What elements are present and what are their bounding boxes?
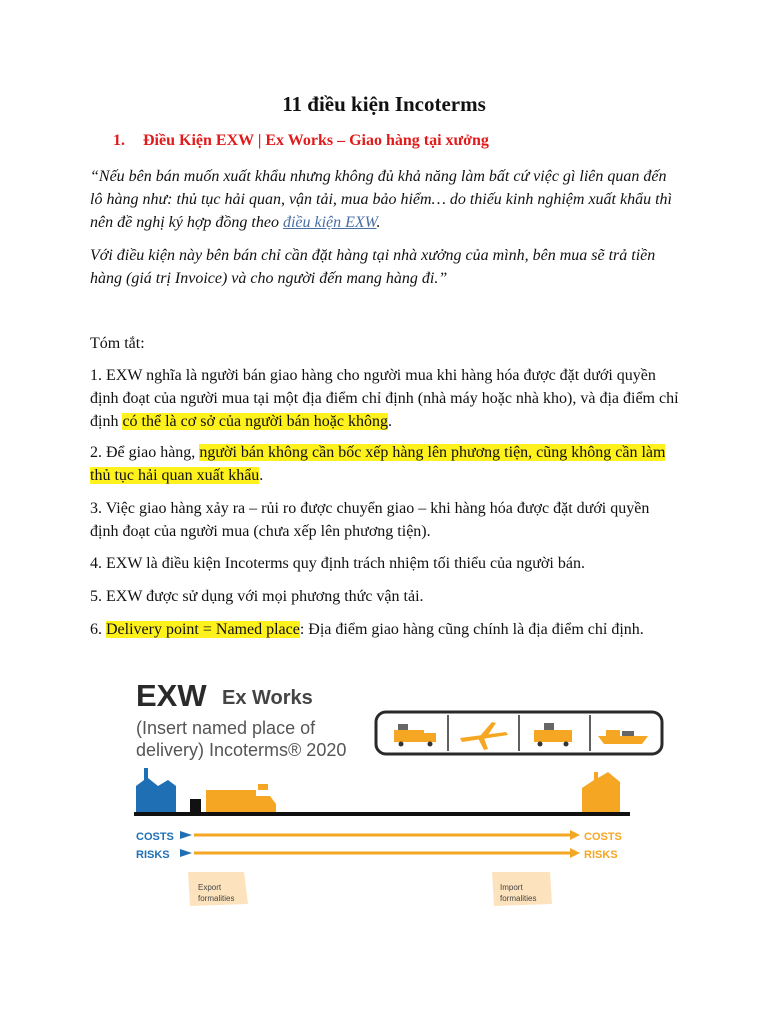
- risks-arrow-head: [180, 849, 192, 857]
- point-2: [90, 441, 680, 487]
- diagram-subtitle-2: delivery) Incoterms® 2020: [136, 740, 347, 760]
- diagram-subtitle-1: (Insert named place of: [136, 718, 316, 738]
- exw-link[interactable]: điều kiện EXW: [282, 214, 377, 231]
- point-5: 5. EXW được sử dụng với mọi phương thức vận tải.: [90, 588, 424, 605]
- risks-arrow-end: [570, 848, 580, 858]
- import-line-1: Import: [500, 883, 523, 892]
- summary-label: Tóm tắt:: [90, 335, 145, 352]
- quote-paragraph: [90, 165, 680, 234]
- risks-label-right: RISKS: [584, 849, 618, 861]
- import-formalities-note: [492, 872, 552, 906]
- point-4: 4. EXW là điều kiện Incoterms quy định trách nhiệm tối thiểu của người bán.: [90, 555, 585, 572]
- diagram-name: Ex Works: [222, 687, 313, 709]
- risks-label-left: RISKS: [136, 849, 170, 861]
- section-number: 1.: [113, 132, 125, 149]
- exw-diagram: [110, 668, 670, 968]
- exw-diagram-svg: [110, 668, 670, 968]
- point-1: [90, 364, 680, 433]
- quote-paragraph-2: Với điều kiện này bên bán chỉ cần đặt hàng tại nhà xưởng của mình, bên mua sẽ trả tiền hàng (giá trị Invoice) và cho người đến mang hàng đi.”: [90, 247, 656, 287]
- point-text: 2. Để giao hàng,: [90, 444, 200, 461]
- costs-arrow-end: [570, 830, 580, 840]
- seller-factory-icon: [136, 768, 201, 813]
- page-title: 11 điều kiện Incoterms: [282, 92, 486, 116]
- point-text-end: .: [259, 467, 264, 484]
- delivery-truck-icon: [206, 784, 276, 813]
- section-heading: [113, 132, 489, 150]
- highlight: Delivery point = Named place: [106, 621, 300, 638]
- import-line-2: formalities: [500, 894, 537, 903]
- costs-arrow-head: [180, 831, 192, 839]
- highlight: có thể là cơ sở của người bán hoặc không: [122, 413, 388, 430]
- point-text: 6.: [90, 621, 106, 638]
- buyer-warehouse-icon: [582, 772, 620, 813]
- export-line-1: Export: [198, 883, 222, 892]
- point-text-end: : Địa điểm giao hàng cũng chính là địa điểm chỉ định.: [299, 621, 644, 638]
- point-3: 3. Việc giao hàng xảy ra – rủi ro được chuyển giao – khi hàng hóa được đặt dưới quyền định đoạt của người mua (chưa xếp lên phương tiện).: [90, 500, 650, 540]
- point-text-end: .: [387, 413, 392, 430]
- costs-label-left: COSTS: [136, 831, 174, 843]
- export-line-2: formalities: [198, 894, 235, 903]
- section-title: Điều Kiện EXW | Ex Works – Giao hàng tại xưởng: [143, 132, 489, 149]
- point-6: [90, 618, 680, 641]
- export-formalities-note: [188, 872, 248, 906]
- point-text: 1. EXW nghĩa là người bán giao hàng cho người mua khi hàng hóa được đặt dưới quyền định đoạt của người mua tại một địa điểm chỉ định (nhà máy hoặc nhà kho), và địa điểm chỉ định: [90, 367, 679, 430]
- transport-modes-box: [376, 712, 662, 754]
- highlight: người bán không cần bốc xếp hàng lên phương tiện, cũng không cần làm thủ tục hải quan xuất khẩu: [90, 444, 666, 484]
- costs-label-right: COSTS: [584, 831, 622, 843]
- quote-text-end: .: [376, 214, 381, 231]
- quote-text: “Nếu bên bán muốn xuất khẩu nhưng không đủ khả năng làm bất cứ việc gì liên quan đến lô hàng như: thủ tục hải quan, vận tải, mua bảo hiểm… do thiếu kinh nghiệm xuất khẩu thì nên đề nghị ký hợp đồng theo: [90, 168, 672, 231]
- diagram-code: EXW: [136, 678, 207, 713]
